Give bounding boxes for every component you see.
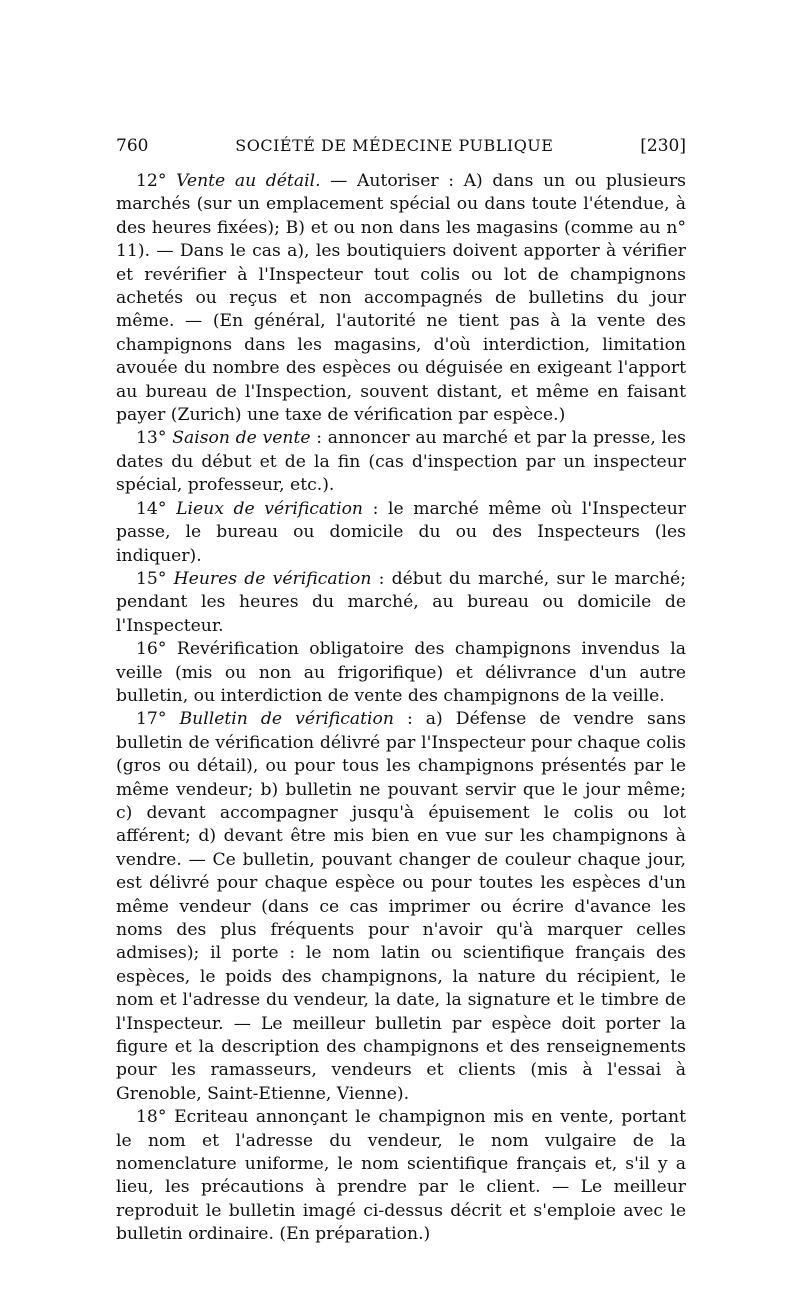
item-text: Revérification obligatoire des champignons invendus la veille (mis ou non au frigorifique) et délivrance d'un autre bulletin, ou interdiction de vente des champignons de la veille. xyxy=(116,639,686,706)
running-title: SOCIÉTÉ DE MÉDECINE PUBLIQUE xyxy=(235,136,554,155)
item-heading: Saison de vente xyxy=(172,428,311,449)
book-page xyxy=(116,136,686,1247)
item-text: : le marché même où l'Inspecteur passe, le bureau ou domicile du ou des Inspecteurs (les indiquer). xyxy=(116,498,686,566)
item-number: 16° xyxy=(136,639,167,660)
item-number: 14° xyxy=(136,498,167,519)
paragraph-13 xyxy=(116,427,686,497)
page-number: 760 xyxy=(116,136,149,156)
paragraph-12 xyxy=(116,170,686,427)
item-text: : début du marché, sur le marché; pendant les heures du marché, au bureau ou domicile de l'Inspecteur. xyxy=(116,568,687,636)
item-heading: Vente au détail. xyxy=(176,171,321,191)
item-number: 12° xyxy=(136,171,167,191)
item-number: 18° xyxy=(136,1107,167,1128)
paragraph-18 xyxy=(116,1106,686,1246)
paragraph-17 xyxy=(116,708,686,1106)
item-text: Ecriteau annonçant le champignon mis en vente, portant le nom et l'adresse du vendeur, le nom vulgaire de la nomenclature uniforme, le nom scientifique français et, s'il y a lieu, les précautions à prendre par le client. — Le meilleur reproduit le bulletin imagé ci-dessus décrit et s'emploie avec le bulletin ordinaire. (En préparation.) xyxy=(116,1107,687,1245)
paragraph-16 xyxy=(116,638,686,708)
item-text: : annoncer au marché et par la presse, les dates du début et de la fin (cas d'inspection par un inspecteur spécial, professeur, etc.). xyxy=(116,428,686,496)
running-header xyxy=(116,136,686,166)
body-text xyxy=(116,170,686,1247)
item-number: 15° xyxy=(136,568,167,589)
item-heading: Heures de vérification xyxy=(173,568,372,589)
item-number: 17° xyxy=(136,709,167,730)
item-text: : a) Défense de vendre sans bulletin de vérification délivré par l'Inspecteur pour chaque colis (gros ou détail), ou pour tous les champignons présentés par le même vendeur; b) bulletin ne pouvant servir que le jour même; c) devant accompagner jusqu'à épuisement le colis ou lot afférent; d) devant être mis bien en vue sur les champignons à vendre. — Ce bulletin, pouvant changer de couleur chaque jour, est délivré pour chaque espèce ou pour toutes les espèces d'un même vendeur (dans ce cas imprimer ou écrire d'avance les noms des plus fréquents pour n'avoir qu'à marquer celles admises); il porte : le nom latin ou scientifique français des espèces, le poids des champignons, la nature du récipient, le nom et l'adresse du vendeur, la date, la signature et le timbre de l'Inspecteur. — Le meilleur bulletin par espèce doit porter la figure et la description des champignons et des renseignements pour les ramasseurs, vendeurs et clients (mis à l'essai à Grenoble, Saint-Etienne, Vienne). xyxy=(116,709,686,1104)
paragraph-14 xyxy=(116,498,686,568)
item-heading: Bulletin de vérification xyxy=(179,709,394,730)
bracket-page-number: [230] xyxy=(640,136,686,156)
item-number: 13° xyxy=(136,428,167,449)
item-text: — Autoriser : A) dans un ou plusieurs marchés (sur un emplacement spécial ou dans toute l'étendue, à des heures fixées); B) et ou non dans les magasins (comme au n° 11). — Dans le cas a), les boutiquiers doivent apporter à vérifier et revérifier à l'Inspecteur tout colis ou lot de champignons achetés ou reçus et non accompagnés de bulletins du jour même. — (En général, l'autorité ne tient pas à la vente des champignons dans les magasins, d'où interdiction, limitation avouée du nombre des espèces ou déguisée en exigeant l'apport au bureau de l'Inspection, souvent distant, et même en faisant payer (Zurich) une taxe de vérification par espèce.) xyxy=(116,171,686,426)
paragraph-15 xyxy=(116,568,686,638)
item-heading: Lieux de vérification xyxy=(176,498,363,519)
